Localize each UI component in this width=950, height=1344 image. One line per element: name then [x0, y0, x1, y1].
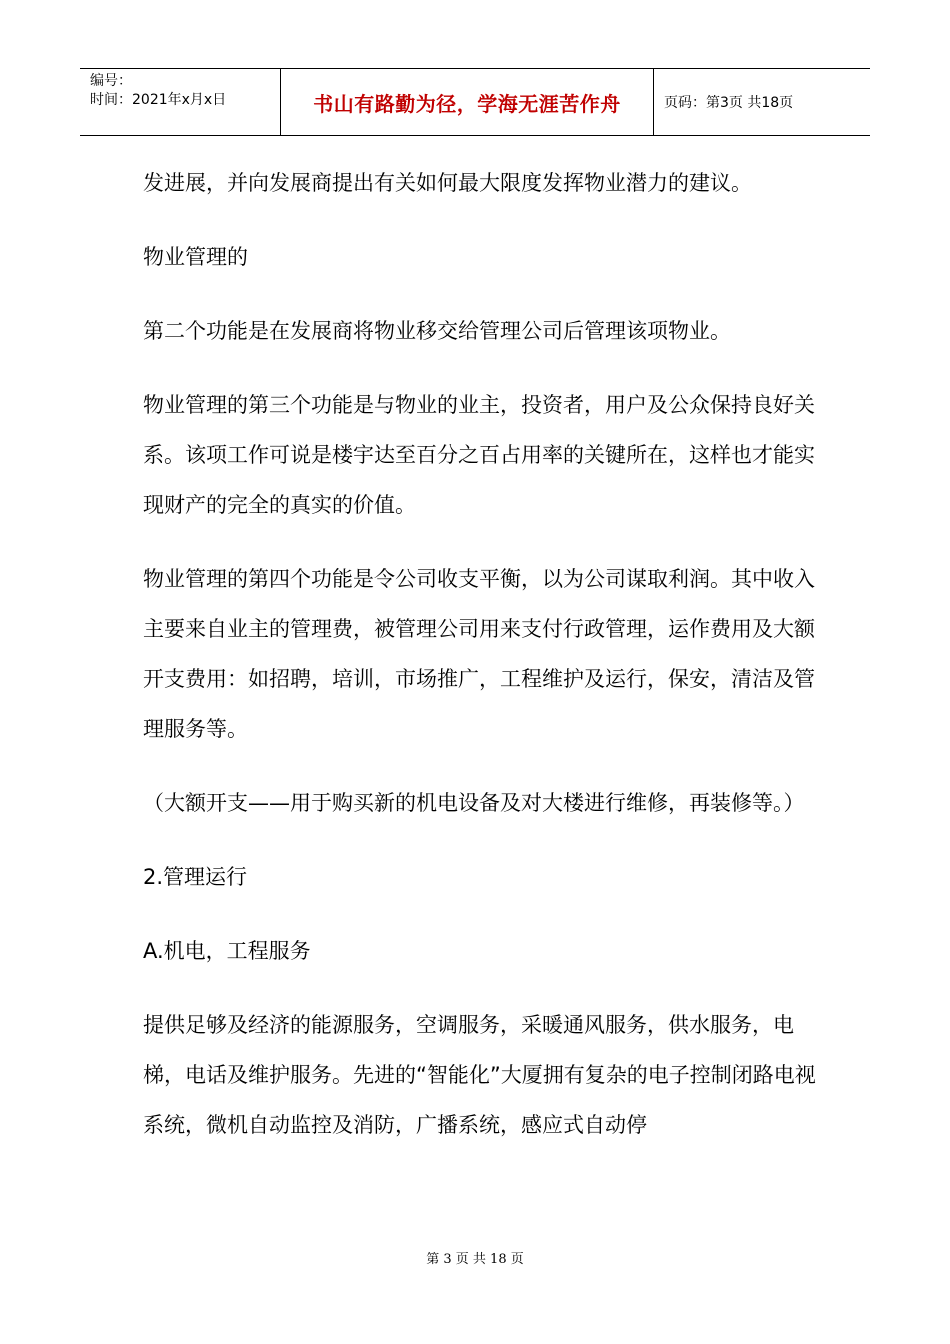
header-motto: 书山有路勤为径，学海无涯苦作舟: [281, 69, 654, 135]
paragraph: 发进展，并向发展商提出有关如何最大限度发挥物业潜力的建议。: [143, 171, 752, 195]
subsection-heading: A.机电，工程服务: [143, 939, 311, 963]
section-heading: 2.管理运行: [143, 865, 248, 889]
paragraph: 第二个功能是在发展商将物业移交给管理公司后管理该项物业。: [143, 319, 731, 343]
number-label: 编号：: [90, 73, 132, 89]
header-meta: [80, 69, 281, 135]
date-label: 时间：2021年x月x日: [90, 92, 227, 108]
paragraph: 物业管理的第四个功能是令公司收支平衡，以为公司谋取利润。其中收入主要来自业主的管理费，被管理公司用来支付行政管理，运作费用及大额开支费用：如招聘，培训，市场推广，工程维护及运行，保安，清洁及管理服务等。: [143, 567, 815, 741]
page-footer: 第 3 页 共 18 页: [426, 1252, 524, 1267]
header-page-info: 页码：第3页 共18页: [664, 95, 794, 111]
paragraph: 提供足够及经济的能源服务，空调服务，采暖通风服务，供水服务，电梯，电话及维护服务。先进的“智能化”大厦拥有复杂的电子控制闭路电视系统，微机自动监控及消防，广播系统，感应式自动停: [143, 1013, 816, 1137]
paragraph: 物业管理的第三个功能是与物业的业主，投资者，用户及公众保持良好关系。该项工作可说是楼宇达至百分之百占用率的关键所在，这样也才能实现财产的完全的真实的价值。: [143, 393, 815, 517]
paragraph: （大额开支——用于购买新的机电设备及对大楼进行维修，再装修等。）: [143, 791, 805, 815]
paragraph: 物业管理的: [143, 245, 248, 269]
document-body: [143, 158, 823, 1174]
page-header: [80, 68, 870, 136]
